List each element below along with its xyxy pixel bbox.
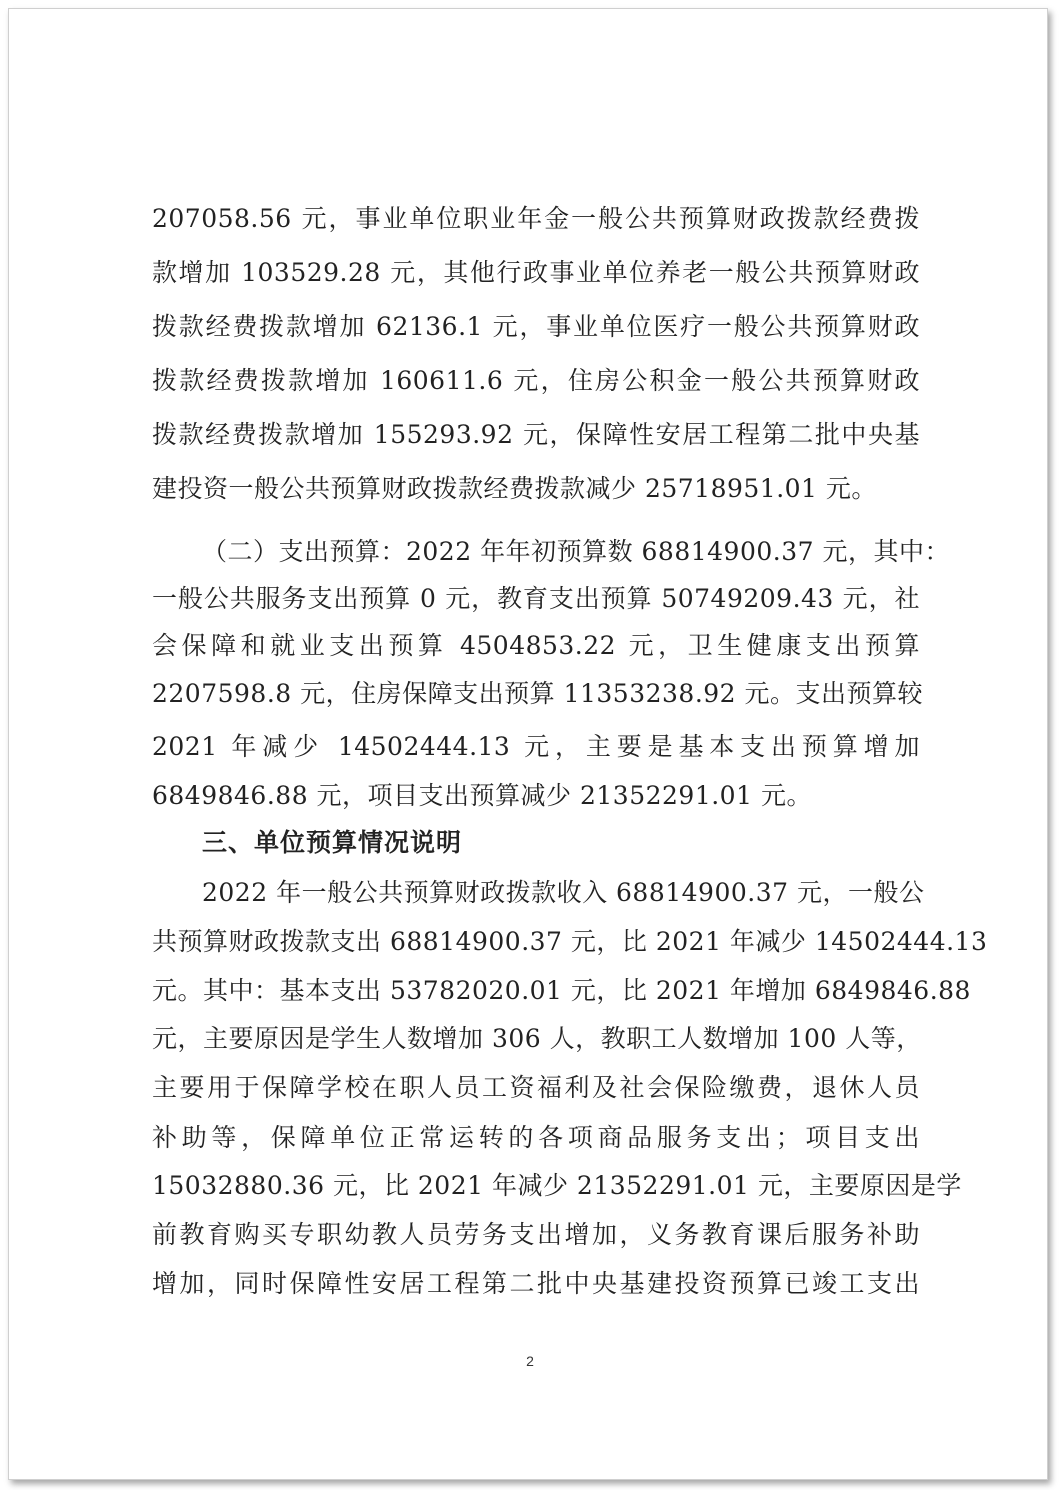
body-text-line: 2021 年减少 14502444.13 元，主要是基本支出预算增加	[152, 732, 920, 761]
body-text-line: 补助等，保障单位正常运转的各项商品服务支出；项目支出	[152, 1123, 920, 1152]
section-subheading-line: （二）支出预算：2022 年年初预算数 68814900.37 元，其中：	[202, 537, 950, 566]
body-text-line: 2022 年一般公共预算财政拨款收入 68814900.37 元，一般公	[202, 878, 925, 907]
body-text-line: 一般公共服务支出预算 0 元，教育支出预算 50749209.43 元，社	[152, 584, 920, 613]
body-text-line: 共预算财政拨款支出 68814900.37 元，比 2021 年减少 14502444.13	[152, 927, 988, 956]
body-text-line: 元，主要原因是学生人数增加 306 人，教职工人数增加 100 人等，	[152, 1024, 922, 1053]
section-heading: 三、单位预算情况说明	[202, 828, 463, 857]
body-text-line: 主要用于保障学校在职人员工资福利及社会保险缴费，退休人员	[152, 1073, 920, 1102]
body-text-line: 建投资一般公共预算财政拨款经费拨款减少 25718951.01 元。	[152, 474, 877, 503]
body-text-line: 元。其中：基本支出 53782020.01 元，比 2021 年增加 6849846.88	[152, 976, 971, 1005]
body-text-line: 6849846.88 元，项目支出预算减少 21352291.01 元。	[152, 781, 812, 810]
body-text-line: 款增加 103529.28 元，其他行政事业单位养老一般公共预算财政	[152, 258, 920, 287]
body-text-line: 2207598.8 元，住房保障支出预算 11353238.92 元。支出预算较	[152, 679, 924, 708]
body-text-line: 15032880.36 元，比 2021 年减少 21352291.01 元，主要原因是学	[152, 1171, 962, 1200]
body-text-line: 前教育购买专职幼教人员劳务支出增加，义务教育课后服务补助	[152, 1220, 920, 1249]
body-text-line: 拨款经费拨款增加 160611.6 元，住房公积金一般公共预算财政	[152, 366, 920, 395]
body-text-line: 会保障和就业支出预算 4504853.22 元，卫生健康支出预算	[152, 631, 920, 660]
body-text-line: 增加，同时保障性安居工程第二批中央基建投资预算已竣工支出	[152, 1269, 920, 1298]
body-text-line: 207058.56 元，事业单位职业年金一般公共预算财政拨款经费拨	[152, 204, 920, 233]
body-text-line: 拨款经费拨款增加 62136.1 元，事业单位医疗一般公共预算财政	[152, 312, 920, 341]
body-text-line: 拨款经费拨款增加 155293.92 元，保障性安居工程第二批中央基	[152, 420, 920, 449]
page-number: 2	[526, 1353, 534, 1369]
